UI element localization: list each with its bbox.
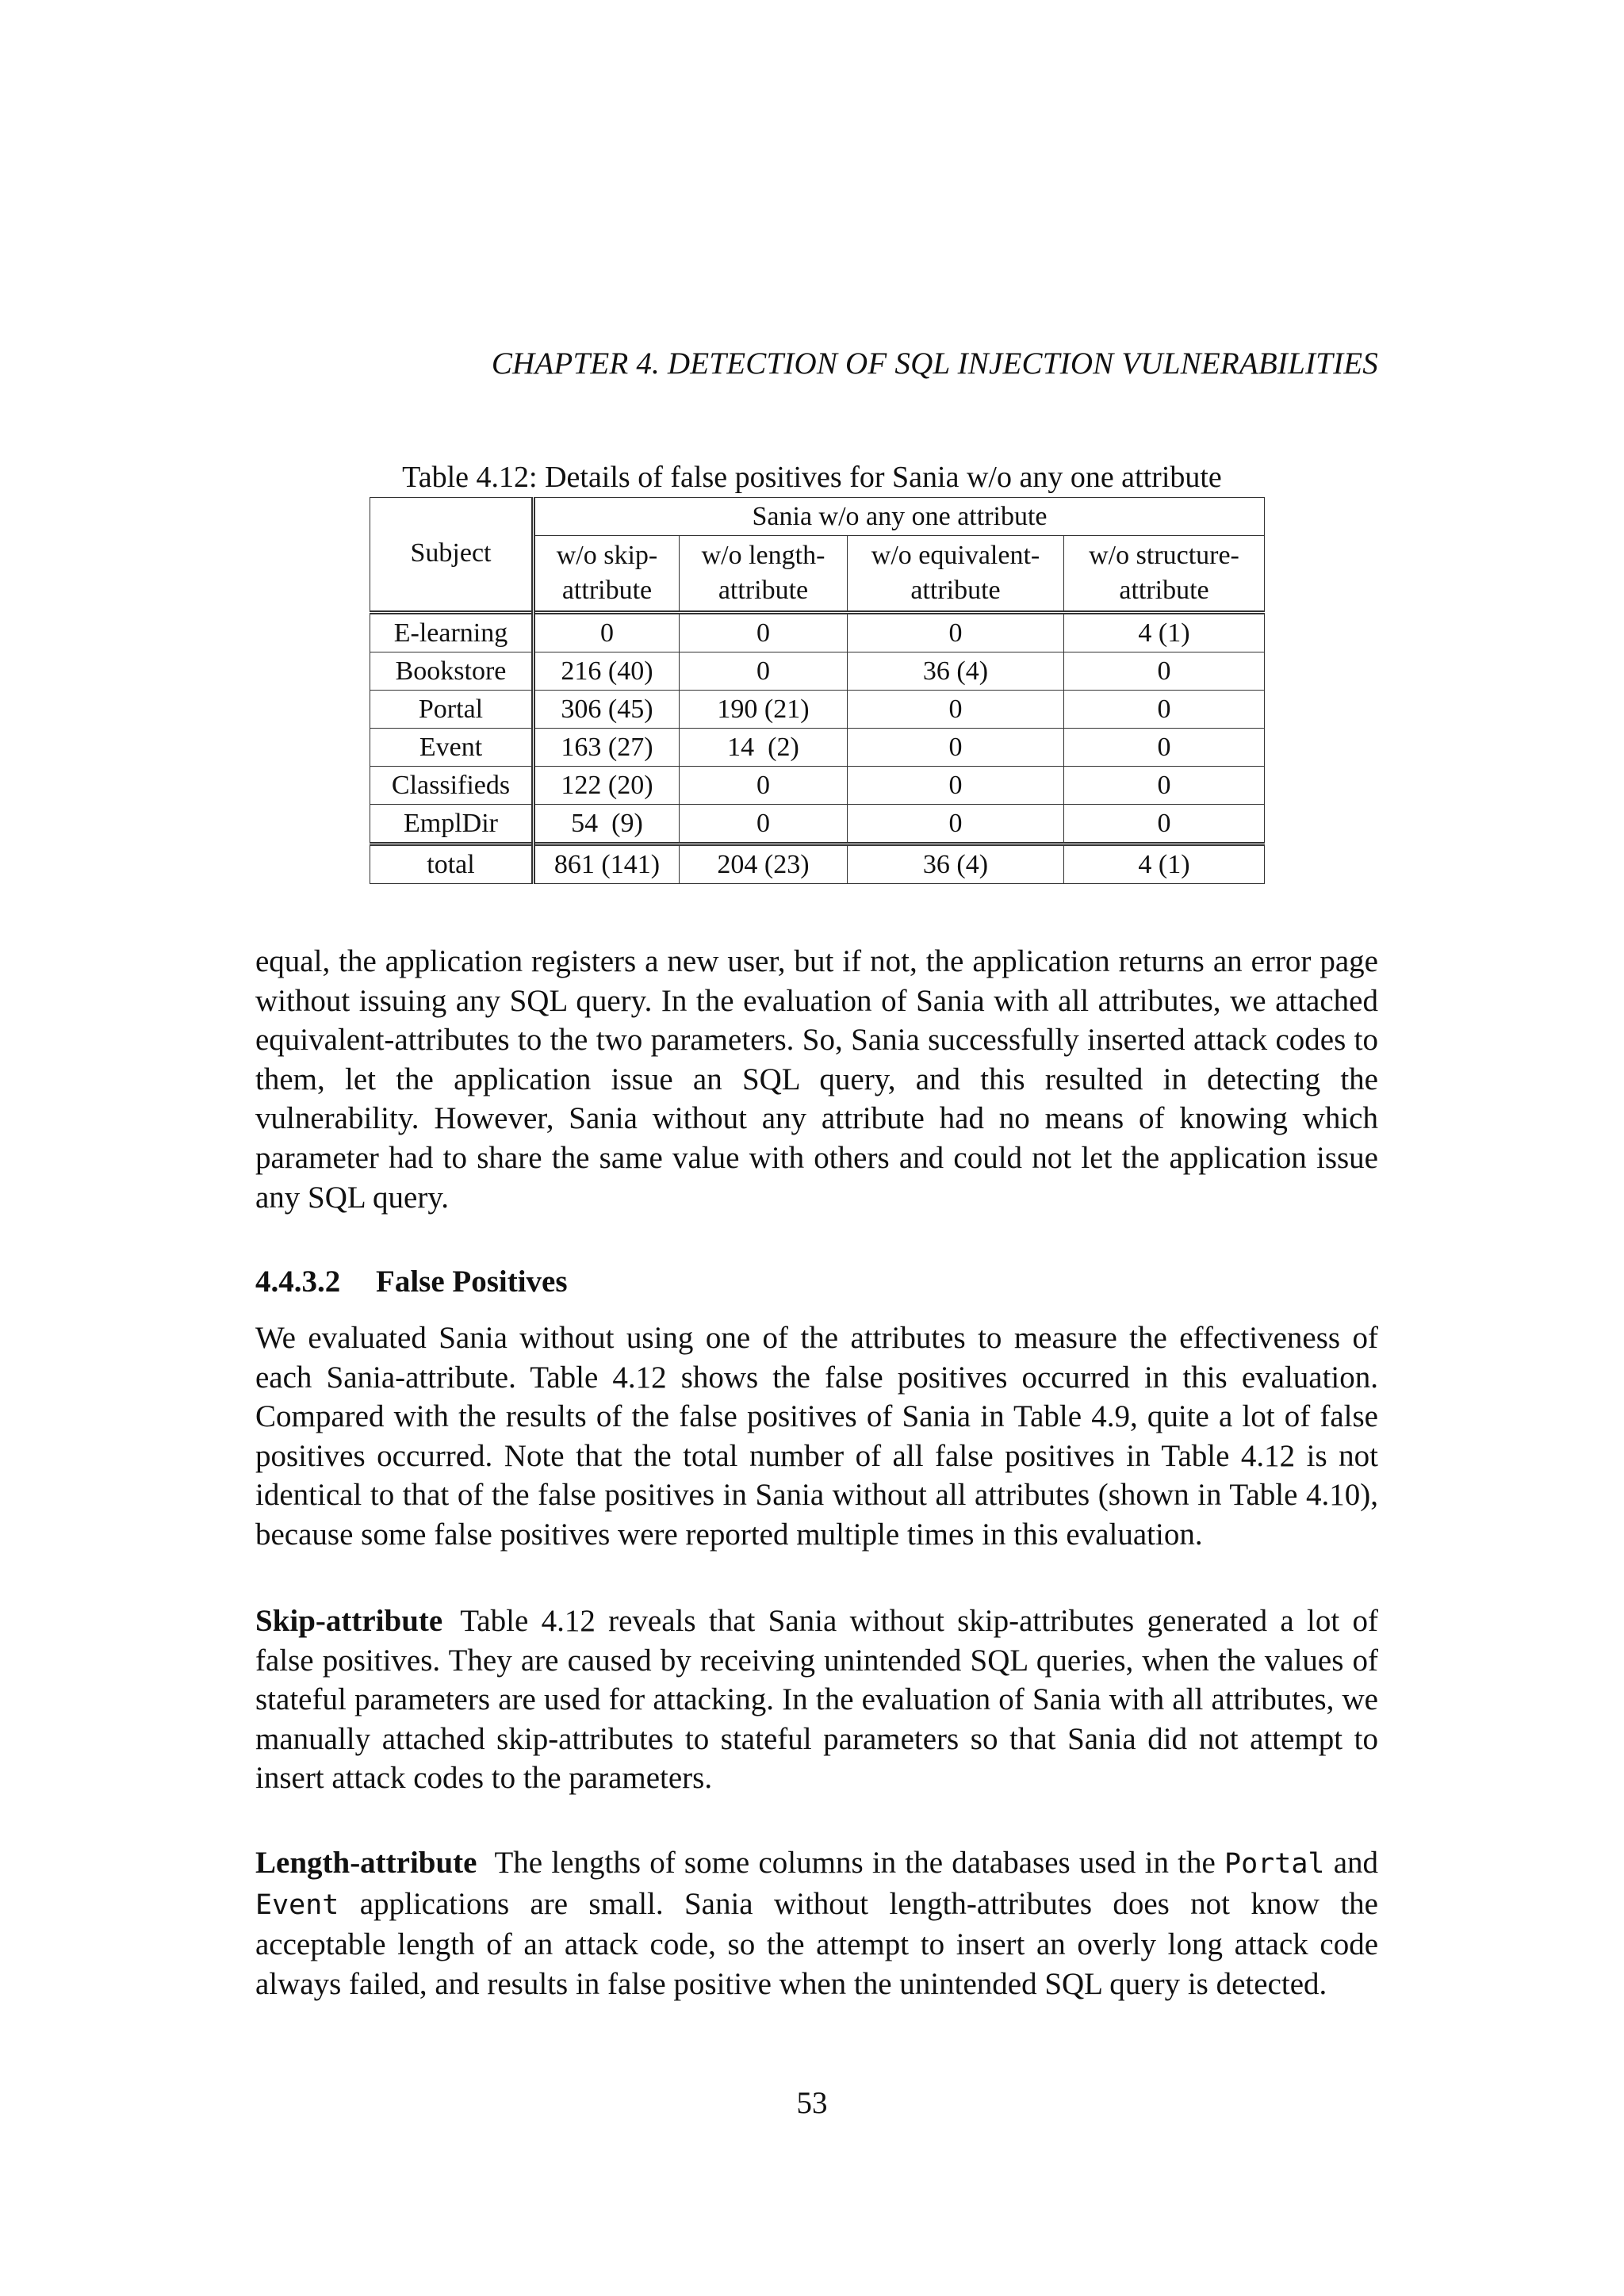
table-cell: 0: [848, 613, 1064, 652]
table-cell: 0: [534, 613, 680, 652]
column-header-line: w/o structure-: [1089, 541, 1239, 570]
table-cell: 0: [1064, 729, 1265, 767]
table-cell: 204 (23): [680, 844, 848, 884]
column-header-line: attribute: [718, 576, 809, 605]
row-subject: Event: [370, 729, 534, 767]
table-row: [370, 652, 1265, 691]
subject-header-top: [370, 498, 534, 536]
table-cell: 36 (4): [848, 652, 1064, 691]
table-cell: 0: [848, 767, 1064, 805]
table-total-row: [370, 844, 1265, 884]
table-cell: 14 (2): [680, 729, 848, 767]
column-header-line: w/o equivalent-: [871, 541, 1040, 570]
table-cell: 0: [680, 613, 848, 652]
column-header: [534, 536, 680, 613]
paragraph-length-attribute: [255, 1843, 1378, 2003]
table-cell: 306 (45): [534, 691, 680, 729]
paragraph-text: and: [1333, 1846, 1378, 1880]
table-cell: 0: [680, 652, 848, 691]
table-cell: 0: [848, 729, 1064, 767]
section-number: 4.4.3.2: [255, 1265, 341, 1299]
table-cell: 36 (4): [848, 844, 1064, 884]
code-term: Event: [255, 1888, 339, 1921]
table-cell: 0: [680, 805, 848, 844]
table-cell: 4 (1): [1064, 844, 1265, 884]
column-header: [1064, 536, 1265, 613]
table-cell: 0: [1064, 805, 1265, 844]
table-row: [370, 767, 1265, 805]
table-cell: 0: [1064, 691, 1265, 729]
table-caption: Table 4.12: Details of false positives for Sania w/o any one attribute: [402, 461, 1222, 494]
column-header: [680, 536, 848, 613]
table-row: [370, 613, 1265, 652]
run-in-heading: Skip-attribute: [255, 1604, 443, 1638]
running-head: CHAPTER 4. DETECTION OF SQL INJECTION VULNERABILITIES: [491, 346, 1378, 381]
run-in-heading: Length-attribute: [255, 1846, 477, 1880]
column-header-line: w/o length-: [701, 541, 825, 570]
column-header-line: w/o skip-: [556, 541, 658, 570]
row-subject: total: [370, 844, 534, 884]
column-header: [848, 536, 1064, 613]
paragraph-false-positives: [255, 1318, 1378, 1555]
paragraph-equivalent: [255, 942, 1378, 1217]
row-subject: Bookstore: [370, 652, 534, 691]
paragraph-text: We evaluated Sania without using one of the attributes to measure the effectiveness of each Sania-attribute. Table 4.12 shows the false positives occurred in this evaluation. Compared with the results of the false positives of Sania in Table 4.9, quite a lot of false positives occurred. Note that the total number of all false positives in Table 4.12 is not identical to that of the false positives in Sania without all attributes (shown in Table 4.10), because some false positives were reported multiple times in this evaluation.: [255, 1321, 1378, 1552]
table-cell: 0: [1064, 767, 1265, 805]
false-positives-table: [370, 497, 1264, 884]
table-cell: 216 (40): [534, 652, 680, 691]
row-subject: E-learning: [370, 613, 534, 652]
table-cell: 163 (27): [534, 729, 680, 767]
paragraph-skip-attribute: [255, 1601, 1378, 1798]
table-cell: 54 (9): [534, 805, 680, 844]
subject-header: Subject: [370, 536, 534, 613]
paragraph-text: equal, the application registers a new user, but if not, the application returns an error page without issuing any SQL query. In the evaluation of Sania with all attributes, we attached equivalent-attributes to the two parameters. So, Sania successfully inserted attack codes to them, let the application issue an SQL query, and this resulted in detecting the vulnerability. However, Sania without any attribute had no means of knowing which parameter had to share the same value with others and could not let the application issue any SQL query.: [255, 944, 1378, 1215]
table-cell: 0: [848, 805, 1064, 844]
table-cell: 0: [1064, 652, 1265, 691]
code-term: Portal: [1224, 1848, 1325, 1880]
row-subject: Portal: [370, 691, 534, 729]
column-header-line: attribute: [910, 576, 1001, 605]
table-row: [370, 805, 1265, 844]
table-cell: 190 (21): [680, 691, 848, 729]
table-cell: 4 (1): [1064, 613, 1265, 652]
table-row: [370, 691, 1265, 729]
paragraph-text: The lengths of some columns in the databases used in the: [494, 1846, 1216, 1880]
paragraph-text: Table 4.12 reveals that Sania without skip-attributes generated a lot of false positives. They are caused by receiving unintended SQL queries, when the values of stateful parameters are used for attacking. In the evaluation of Sania with all attributes, we manually attached skip-attributes to stateful parameters so that Sania did not attempt to insert attack codes to the parameters.: [255, 1604, 1378, 1796]
table-cell: 0: [848, 691, 1064, 729]
row-subject: Classifieds: [370, 767, 534, 805]
table-cell: 122 (20): [534, 767, 680, 805]
section-title: False Positives: [376, 1265, 568, 1299]
table-row: [370, 729, 1265, 767]
paragraph-text: applications are small. Sania without length-attributes does not know the acceptable length of an attack code, so the attempt to insert an overly long attack code always failed, and results in false positive when the unintended SQL query is detected.: [255, 1886, 1378, 2001]
table-cell: 0: [680, 767, 848, 805]
table-cell: 861 (141): [534, 844, 680, 884]
section-heading: [255, 1264, 568, 1299]
column-header-line: attribute: [1119, 576, 1209, 605]
page-number: 53: [796, 2086, 828, 2120]
group-header: Sania w/o any one attribute: [534, 498, 1265, 536]
row-subject: EmplDir: [370, 805, 534, 844]
column-header-line: attribute: [561, 576, 653, 605]
